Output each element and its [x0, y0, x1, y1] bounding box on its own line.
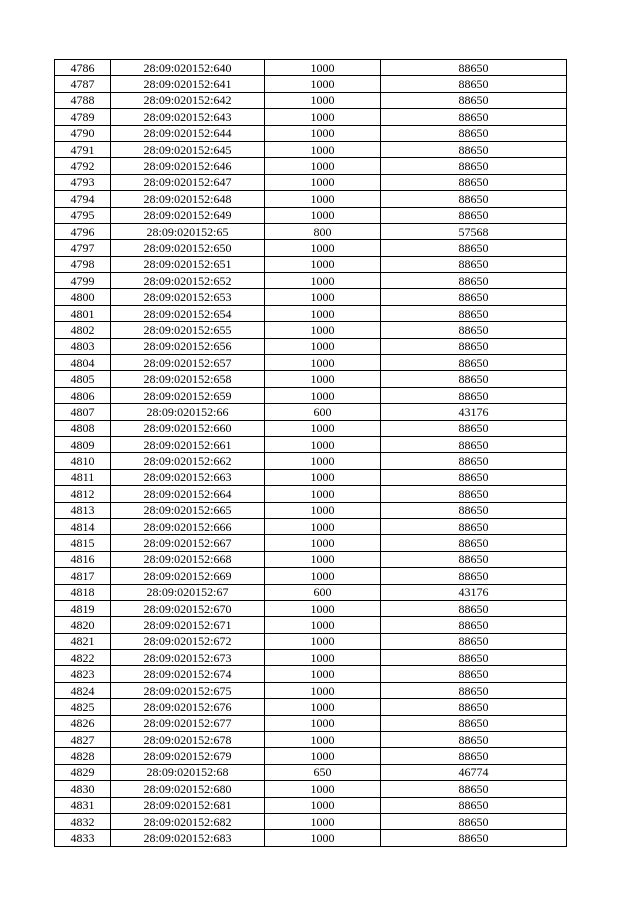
cadastral-number-cell: 28:09:020152:657 — [111, 355, 265, 371]
area-cell: 1000 — [265, 371, 381, 387]
cadastral-number-cell: 28:09:020152:663 — [111, 469, 265, 485]
table-row — [55, 715, 567, 731]
cadastral-number-cell: 28:09:020152:643 — [111, 109, 265, 125]
value-cell: 88650 — [381, 830, 567, 846]
table-row — [55, 256, 567, 272]
row-number-cell: 4798 — [55, 256, 111, 272]
cadastral-number-cell: 28:09:020152:656 — [111, 338, 265, 354]
table-row — [55, 60, 567, 76]
area-cell: 1000 — [265, 355, 381, 371]
area-cell: 1000 — [265, 650, 381, 666]
value-cell: 88650 — [381, 207, 567, 223]
table-row — [55, 666, 567, 682]
value-cell: 88650 — [381, 568, 567, 584]
table-row — [55, 486, 567, 502]
value-cell: 88650 — [381, 748, 567, 764]
cadastral-number-cell: 28:09:020152:673 — [111, 650, 265, 666]
cadastral-number-cell: 28:09:020152:664 — [111, 486, 265, 502]
value-cell: 88650 — [381, 518, 567, 534]
table-row — [55, 568, 567, 584]
cadastral-number-cell: 28:09:020152:658 — [111, 371, 265, 387]
row-number-cell: 4810 — [55, 453, 111, 469]
parcel-table-body — [55, 60, 567, 847]
table-row — [55, 535, 567, 551]
table-row — [55, 502, 567, 518]
area-cell: 650 — [265, 764, 381, 780]
cadastral-number-cell: 28:09:020152:641 — [111, 76, 265, 92]
table-row — [55, 240, 567, 256]
value-cell: 88650 — [381, 387, 567, 403]
table-row — [55, 387, 567, 403]
cadastral-number-cell: 28:09:020152:644 — [111, 125, 265, 141]
row-number-cell: 4800 — [55, 289, 111, 305]
value-cell: 88650 — [381, 600, 567, 616]
value-cell: 88650 — [381, 617, 567, 633]
area-cell: 1000 — [265, 322, 381, 338]
table-row — [55, 469, 567, 485]
row-number-cell: 4812 — [55, 486, 111, 502]
area-cell: 1000 — [265, 830, 381, 846]
table-row — [55, 764, 567, 780]
cadastral-number-cell: 28:09:020152:655 — [111, 322, 265, 338]
row-number-cell: 4799 — [55, 273, 111, 289]
row-number-cell: 4821 — [55, 633, 111, 649]
area-cell: 1000 — [265, 436, 381, 452]
area-cell: 1000 — [265, 486, 381, 502]
area-cell: 1000 — [265, 92, 381, 108]
area-cell: 1000 — [265, 240, 381, 256]
area-cell: 1000 — [265, 568, 381, 584]
table-row — [55, 289, 567, 305]
row-number-cell: 4788 — [55, 92, 111, 108]
row-number-cell: 4831 — [55, 797, 111, 813]
row-number-cell: 4801 — [55, 305, 111, 321]
area-cell: 1000 — [265, 797, 381, 813]
area-cell: 1000 — [265, 453, 381, 469]
area-cell: 1000 — [265, 518, 381, 534]
area-cell: 1000 — [265, 420, 381, 436]
cadastral-number-cell: 28:09:020152:648 — [111, 191, 265, 207]
area-cell: 1000 — [265, 600, 381, 616]
row-number-cell: 4833 — [55, 830, 111, 846]
area-cell: 1000 — [265, 715, 381, 731]
value-cell: 88650 — [381, 699, 567, 715]
value-cell: 88650 — [381, 486, 567, 502]
value-cell: 88650 — [381, 256, 567, 272]
value-cell: 88650 — [381, 355, 567, 371]
area-cell: 600 — [265, 404, 381, 420]
value-cell: 88650 — [381, 535, 567, 551]
row-number-cell: 4814 — [55, 518, 111, 534]
cadastral-number-cell: 28:09:020152:679 — [111, 748, 265, 764]
value-cell: 88650 — [381, 633, 567, 649]
area-cell: 1000 — [265, 125, 381, 141]
value-cell: 88650 — [381, 338, 567, 354]
row-number-cell: 4832 — [55, 813, 111, 829]
table-row — [55, 682, 567, 698]
area-cell: 1000 — [265, 732, 381, 748]
table-row — [55, 109, 567, 125]
cadastral-number-cell: 28:09:020152:671 — [111, 617, 265, 633]
table-row — [55, 633, 567, 649]
table-row — [55, 813, 567, 829]
row-number-cell: 4805 — [55, 371, 111, 387]
cadastral-number-cell: 28:09:020152:651 — [111, 256, 265, 272]
area-cell: 1000 — [265, 617, 381, 633]
table-row — [55, 141, 567, 157]
table-row — [55, 355, 567, 371]
value-cell: 88650 — [381, 125, 567, 141]
table-row — [55, 453, 567, 469]
value-cell: 88650 — [381, 420, 567, 436]
cadastral-number-cell: 28:09:020152:675 — [111, 682, 265, 698]
row-number-cell: 4819 — [55, 600, 111, 616]
row-number-cell: 4813 — [55, 502, 111, 518]
row-number-cell: 4793 — [55, 174, 111, 190]
row-number-cell: 4825 — [55, 699, 111, 715]
area-cell: 1000 — [265, 748, 381, 764]
cadastral-number-cell: 28:09:020152:659 — [111, 387, 265, 403]
row-number-cell: 4787 — [55, 76, 111, 92]
table-row — [55, 699, 567, 715]
cadastral-number-cell: 28:09:020152:650 — [111, 240, 265, 256]
area-cell: 1000 — [265, 551, 381, 567]
table-row — [55, 322, 567, 338]
row-number-cell: 4815 — [55, 535, 111, 551]
cadastral-number-cell: 28:09:020152:67 — [111, 584, 265, 600]
cadastral-number-cell: 28:09:020152:668 — [111, 551, 265, 567]
table-row — [55, 797, 567, 813]
value-cell: 88650 — [381, 371, 567, 387]
table-row — [55, 650, 567, 666]
row-number-cell: 4824 — [55, 682, 111, 698]
area-cell: 1000 — [265, 158, 381, 174]
cadastral-number-cell: 28:09:020152:649 — [111, 207, 265, 223]
row-number-cell: 4811 — [55, 469, 111, 485]
cadastral-number-cell: 28:09:020152:676 — [111, 699, 265, 715]
table-row — [55, 338, 567, 354]
area-cell: 1000 — [265, 76, 381, 92]
area-cell: 1000 — [265, 60, 381, 76]
cadastral-number-cell: 28:09:020152:640 — [111, 60, 265, 76]
row-number-cell: 4817 — [55, 568, 111, 584]
area-cell: 600 — [265, 584, 381, 600]
table-row — [55, 371, 567, 387]
table-row — [55, 174, 567, 190]
value-cell: 43176 — [381, 584, 567, 600]
parcel-table — [54, 59, 567, 847]
row-number-cell: 4797 — [55, 240, 111, 256]
value-cell: 88650 — [381, 453, 567, 469]
area-cell: 1000 — [265, 109, 381, 125]
cadastral-number-cell: 28:09:020152:678 — [111, 732, 265, 748]
cadastral-number-cell: 28:09:020152:653 — [111, 289, 265, 305]
area-cell: 1000 — [265, 305, 381, 321]
value-cell: 88650 — [381, 322, 567, 338]
value-cell: 88650 — [381, 191, 567, 207]
row-number-cell: 4796 — [55, 223, 111, 239]
table-row — [55, 76, 567, 92]
cadastral-number-cell: 28:09:020152:646 — [111, 158, 265, 174]
area-cell: 1000 — [265, 535, 381, 551]
table-row — [55, 617, 567, 633]
row-number-cell: 4806 — [55, 387, 111, 403]
row-number-cell: 4830 — [55, 781, 111, 797]
area-cell: 1000 — [265, 289, 381, 305]
cadastral-number-cell: 28:09:020152:65 — [111, 223, 265, 239]
area-cell: 1000 — [265, 682, 381, 698]
table-row — [55, 207, 567, 223]
cadastral-number-cell: 28:09:020152:660 — [111, 420, 265, 436]
row-number-cell: 4803 — [55, 338, 111, 354]
row-number-cell: 4802 — [55, 322, 111, 338]
value-cell: 57568 — [381, 223, 567, 239]
cadastral-number-cell: 28:09:020152:667 — [111, 535, 265, 551]
value-cell: 88650 — [381, 666, 567, 682]
cadastral-number-cell: 28:09:020152:647 — [111, 174, 265, 190]
value-cell: 88650 — [381, 158, 567, 174]
row-number-cell: 4826 — [55, 715, 111, 731]
value-cell: 88650 — [381, 109, 567, 125]
table-row — [55, 748, 567, 764]
area-cell: 1000 — [265, 141, 381, 157]
table-row — [55, 830, 567, 846]
area-cell: 1000 — [265, 666, 381, 682]
value-cell: 88650 — [381, 732, 567, 748]
row-number-cell: 4827 — [55, 732, 111, 748]
row-number-cell: 4816 — [55, 551, 111, 567]
value-cell: 88650 — [381, 797, 567, 813]
value-cell: 88650 — [381, 436, 567, 452]
cadastral-number-cell: 28:09:020152:683 — [111, 830, 265, 846]
table-row — [55, 125, 567, 141]
value-cell: 88650 — [381, 715, 567, 731]
area-cell: 1000 — [265, 256, 381, 272]
row-number-cell: 4791 — [55, 141, 111, 157]
cadastral-number-cell: 28:09:020152:652 — [111, 273, 265, 289]
table-row — [55, 420, 567, 436]
table-row — [55, 404, 567, 420]
row-number-cell: 4789 — [55, 109, 111, 125]
value-cell: 88650 — [381, 289, 567, 305]
cadastral-number-cell: 28:09:020152:645 — [111, 141, 265, 157]
table-row — [55, 518, 567, 534]
table-row — [55, 158, 567, 174]
cadastral-number-cell: 28:09:020152:66 — [111, 404, 265, 420]
cadastral-number-cell: 28:09:020152:642 — [111, 92, 265, 108]
table-row — [55, 600, 567, 616]
value-cell: 43176 — [381, 404, 567, 420]
value-cell: 88650 — [381, 60, 567, 76]
row-number-cell: 4809 — [55, 436, 111, 452]
area-cell: 1000 — [265, 699, 381, 715]
value-cell: 88650 — [381, 141, 567, 157]
value-cell: 88650 — [381, 174, 567, 190]
table-row — [55, 732, 567, 748]
area-cell: 1000 — [265, 191, 381, 207]
cadastral-number-cell: 28:09:020152:666 — [111, 518, 265, 534]
area-cell: 1000 — [265, 207, 381, 223]
cadastral-number-cell: 28:09:020152:670 — [111, 600, 265, 616]
area-cell: 1000 — [265, 502, 381, 518]
cadastral-number-cell: 28:09:020152:665 — [111, 502, 265, 518]
cadastral-number-cell: 28:09:020152:661 — [111, 436, 265, 452]
value-cell: 88650 — [381, 305, 567, 321]
table-row — [55, 92, 567, 108]
table-row — [55, 551, 567, 567]
row-number-cell: 4828 — [55, 748, 111, 764]
cadastral-number-cell: 28:09:020152:674 — [111, 666, 265, 682]
row-number-cell: 4820 — [55, 617, 111, 633]
row-number-cell: 4808 — [55, 420, 111, 436]
row-number-cell: 4823 — [55, 666, 111, 682]
row-number-cell: 4795 — [55, 207, 111, 223]
value-cell: 88650 — [381, 240, 567, 256]
area-cell: 1000 — [265, 174, 381, 190]
cadastral-number-cell: 28:09:020152:672 — [111, 633, 265, 649]
row-number-cell: 4818 — [55, 584, 111, 600]
value-cell: 46774 — [381, 764, 567, 780]
area-cell: 800 — [265, 223, 381, 239]
value-cell: 88650 — [381, 273, 567, 289]
row-number-cell: 4807 — [55, 404, 111, 420]
value-cell: 88650 — [381, 650, 567, 666]
table-row — [55, 781, 567, 797]
table-row — [55, 273, 567, 289]
area-cell: 1000 — [265, 633, 381, 649]
row-number-cell: 4786 — [55, 60, 111, 76]
area-cell: 1000 — [265, 781, 381, 797]
area-cell: 1000 — [265, 338, 381, 354]
area-cell: 1000 — [265, 469, 381, 485]
cadastral-number-cell: 28:09:020152:677 — [111, 715, 265, 731]
row-number-cell: 4829 — [55, 764, 111, 780]
table-row — [55, 584, 567, 600]
value-cell: 88650 — [381, 502, 567, 518]
table-row — [55, 223, 567, 239]
cadastral-number-cell: 28:09:020152:669 — [111, 568, 265, 584]
cadastral-number-cell: 28:09:020152:681 — [111, 797, 265, 813]
area-cell: 1000 — [265, 387, 381, 403]
table-row — [55, 305, 567, 321]
value-cell: 88650 — [381, 781, 567, 797]
cadastral-number-cell: 28:09:020152:680 — [111, 781, 265, 797]
cadastral-number-cell: 28:09:020152:662 — [111, 453, 265, 469]
area-cell: 1000 — [265, 813, 381, 829]
area-cell: 1000 — [265, 273, 381, 289]
value-cell: 88650 — [381, 76, 567, 92]
value-cell: 88650 — [381, 813, 567, 829]
value-cell: 88650 — [381, 469, 567, 485]
cadastral-number-cell: 28:09:020152:682 — [111, 813, 265, 829]
table-row — [55, 191, 567, 207]
row-number-cell: 4794 — [55, 191, 111, 207]
row-number-cell: 4822 — [55, 650, 111, 666]
row-number-cell: 4792 — [55, 158, 111, 174]
value-cell: 88650 — [381, 682, 567, 698]
row-number-cell: 4804 — [55, 355, 111, 371]
value-cell: 88650 — [381, 551, 567, 567]
cadastral-number-cell: 28:09:020152:654 — [111, 305, 265, 321]
table-row — [55, 436, 567, 452]
cadastral-number-cell: 28:09:020152:68 — [111, 764, 265, 780]
value-cell: 88650 — [381, 92, 567, 108]
row-number-cell: 4790 — [55, 125, 111, 141]
